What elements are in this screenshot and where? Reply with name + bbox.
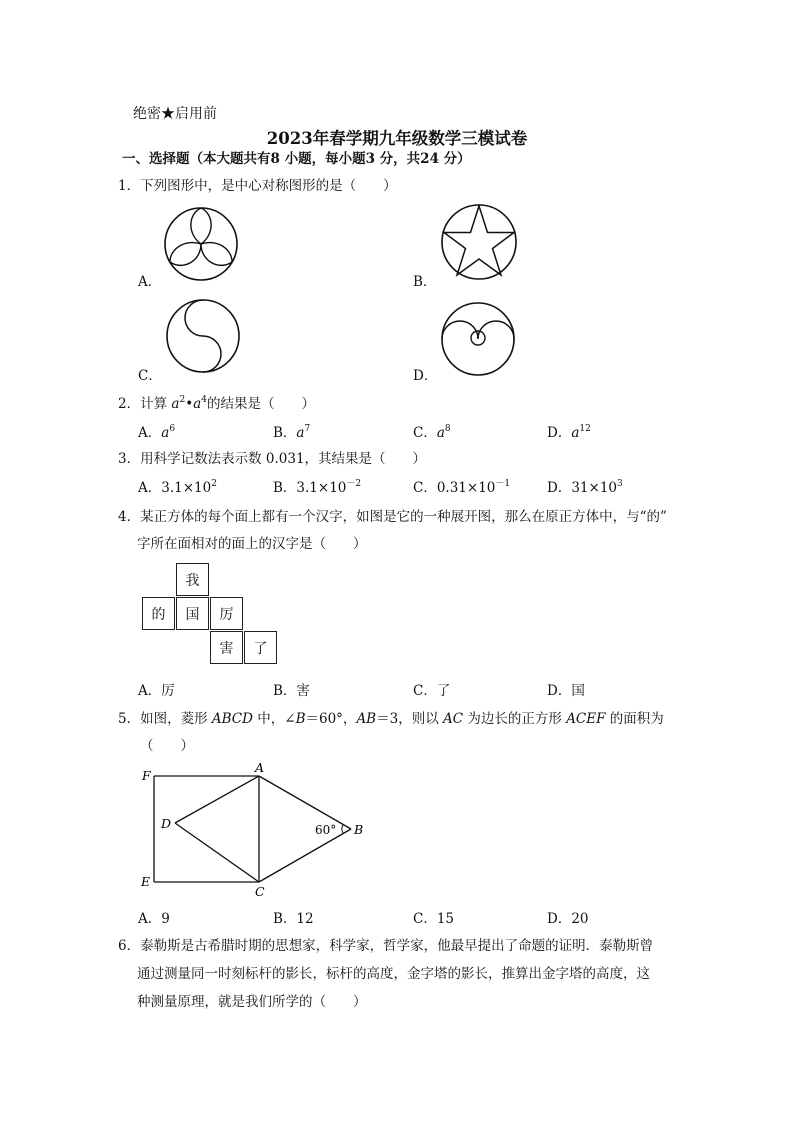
q5-side-var: AB bbox=[356, 711, 377, 727]
q2-stem-suffix: 的结果是（ ） bbox=[206, 396, 315, 412]
q1-option-c[interactable]: C． bbox=[138, 368, 162, 384]
q5-text-6: 的面积为 bbox=[605, 711, 664, 727]
q2-exponent-2: 4 bbox=[201, 395, 207, 405]
label-a: A bbox=[255, 760, 265, 775]
q2-dot: • bbox=[185, 396, 194, 412]
q3-option-c-label: C．0.31×10 bbox=[413, 480, 496, 496]
q5-option-c[interactable]: C．15 bbox=[413, 911, 455, 927]
q5-figure bbox=[135, 760, 375, 900]
q3-option-a[interactable] bbox=[138, 476, 217, 496]
q1-figure-a bbox=[160, 203, 242, 285]
q3-stem: 3．用科学记数法表示数 0.031，其结果是（ ） bbox=[118, 451, 427, 467]
q2-base-2: a bbox=[193, 396, 202, 412]
net-cell-hai: 害 bbox=[210, 631, 243, 664]
q1-stem: 1．下列图形中，是中心对称图形的是（ ） bbox=[118, 178, 397, 194]
q1-figure-d bbox=[437, 298, 519, 380]
confidential-label: 绝密★启用前 bbox=[133, 106, 217, 122]
q2-option-a-exponent: 6 bbox=[169, 424, 176, 434]
q6-stem-line-3: 种测量原理，就是我们所学的（ ） bbox=[137, 994, 367, 1010]
q2-option-b[interactable] bbox=[273, 421, 310, 441]
q3-option-d-exponent: 3 bbox=[617, 479, 623, 489]
q4-option-c[interactable]: C．了 bbox=[413, 683, 451, 699]
q2-option-c-exponent: 8 bbox=[444, 424, 451, 434]
q3-option-b-label: B．3.1×10 bbox=[273, 480, 347, 496]
q2-option-d-exponent: 12 bbox=[579, 424, 591, 434]
label-b: B bbox=[354, 822, 364, 837]
q3-option-d-label: D．31×10 bbox=[547, 480, 617, 496]
q2-option-c[interactable] bbox=[413, 421, 451, 441]
net-cell-le: 了 bbox=[244, 631, 277, 664]
q4-stem-line-2: 字所在面相对的面上的汉字是（ ） bbox=[137, 536, 367, 552]
q2-option-b-base: a bbox=[296, 425, 305, 441]
segment-cb bbox=[259, 829, 351, 882]
q2-exponent-1: 2 bbox=[179, 395, 186, 405]
q3-option-b-exponent: －2 bbox=[346, 479, 362, 489]
net-cell-wo: 我 bbox=[176, 563, 209, 596]
q2-option-a-base: a bbox=[161, 425, 170, 441]
q3-option-d[interactable] bbox=[547, 476, 623, 496]
q6-stem-line-2: 通过测量同一时刻标杆的影长，标杆的高度，金字塔的影长，推算出金字塔的高度，这 bbox=[137, 966, 650, 982]
segment-dc bbox=[175, 823, 259, 882]
angle-b-label: 60° bbox=[315, 823, 337, 837]
cube-net bbox=[142, 563, 282, 668]
q6-stem-line-1: 6．泰勒斯是古希腊时期的思想家，科学家，哲学家，他最早提出了命题的证明．泰勒斯曾 bbox=[118, 938, 654, 954]
q1-option-a[interactable]: A． bbox=[138, 274, 162, 290]
net-cell-guo: 国 bbox=[176, 597, 209, 630]
exam-title: 2023年春学期九年级数学三模试卷 bbox=[266, 129, 528, 148]
q4-option-a[interactable]: A．厉 bbox=[138, 683, 175, 699]
label-d: D bbox=[161, 816, 172, 831]
q2-option-c-label: C． bbox=[413, 425, 437, 441]
q5-square-name: ACEF bbox=[566, 711, 606, 727]
q2-option-c-base: a bbox=[436, 425, 445, 441]
q2-option-b-exponent: 7 bbox=[304, 424, 311, 434]
q4-option-b[interactable]: B．害 bbox=[273, 683, 310, 699]
q1-figure-b bbox=[437, 200, 521, 284]
q1-option-b[interactable]: B． bbox=[413, 274, 437, 290]
segment-ab bbox=[259, 776, 351, 829]
q5-text-1: 5．如图，菱形 bbox=[118, 711, 212, 727]
label-e: E bbox=[141, 874, 151, 889]
q5-stem-line-2: （ ） bbox=[140, 738, 194, 754]
q2-option-b-label: B． bbox=[273, 425, 297, 441]
net-cell-li: 厉 bbox=[210, 597, 243, 630]
q2-option-d-base: a bbox=[571, 425, 580, 441]
q1-figure-c bbox=[162, 295, 244, 377]
q5-option-d[interactable]: D．20 bbox=[547, 911, 589, 927]
q5-rhombus-name: ABCD bbox=[211, 711, 253, 727]
label-c: C bbox=[255, 884, 265, 899]
q3-option-c-exponent: －1 bbox=[495, 479, 511, 489]
section-title: 一、选择题（本大题共有8 小题，每小题3 分，共24 分） bbox=[122, 151, 471, 167]
q3-option-a-exponent: 2 bbox=[211, 479, 217, 489]
q5-text-3: ＝60°， bbox=[305, 711, 357, 727]
q5-ac-var: AC bbox=[443, 711, 464, 727]
q4-stem-line-1: 4．某正方体的每个面上都有一个汉字，如图是它的一种展开图，那么在原正方体中，与“的” bbox=[118, 509, 667, 525]
q5-angle-var: B bbox=[295, 711, 306, 727]
q2-option-d[interactable] bbox=[547, 421, 591, 441]
q5-option-a[interactable]: A．9 bbox=[138, 911, 170, 927]
q5-text-5: 为边长的正方形 bbox=[463, 711, 567, 727]
q2-option-a-label: A． bbox=[138, 425, 162, 441]
q2-stem-prefix: 2．计算 bbox=[118, 396, 172, 412]
label-f: F bbox=[142, 768, 151, 783]
q5-option-b[interactable]: B．12 bbox=[273, 911, 314, 927]
q3-option-b[interactable] bbox=[273, 476, 361, 496]
q2-base-1: a bbox=[171, 396, 180, 412]
q4-option-d[interactable]: D．国 bbox=[547, 683, 585, 699]
q3-option-c[interactable] bbox=[413, 476, 510, 496]
angle-b-arc bbox=[342, 825, 343, 833]
net-cell-de: 的 bbox=[142, 597, 175, 630]
q2-option-a[interactable] bbox=[138, 421, 175, 441]
q2-option-d-label: D． bbox=[547, 425, 572, 441]
q5-text-4: ＝3，则以 bbox=[376, 711, 443, 727]
segment-ad bbox=[175, 776, 259, 823]
q5-stem-line-1 bbox=[118, 707, 664, 727]
q3-option-a-label: A．3.1×10 bbox=[138, 480, 212, 496]
q2-stem bbox=[118, 392, 315, 412]
q5-text-2: 中，∠ bbox=[252, 711, 296, 727]
q1-option-d[interactable]: D． bbox=[413, 368, 438, 384]
